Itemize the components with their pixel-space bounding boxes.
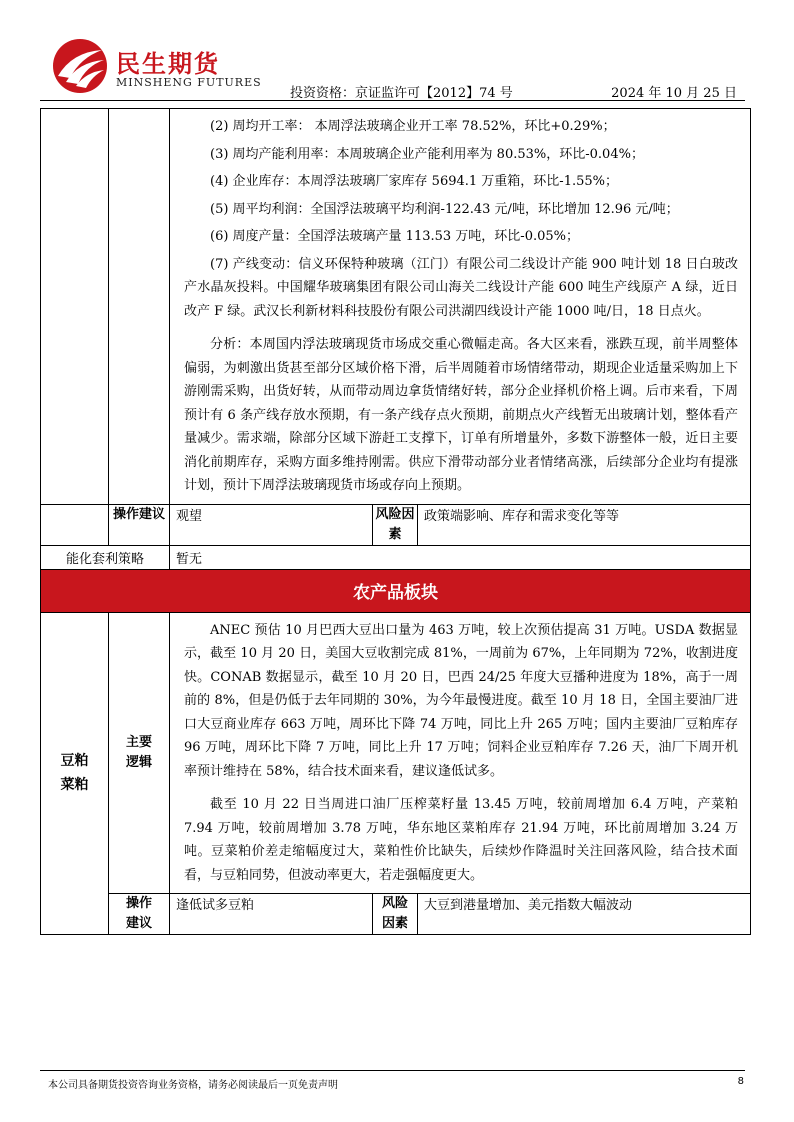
agri-section-title: 农产品板块 (41, 569, 751, 612)
soy-op-label-cell (109, 894, 170, 935)
footer-divider (40, 1070, 745, 1071)
soy-content-cell (170, 612, 751, 894)
report-date: 2024 年 10 月 25 日 (611, 86, 737, 101)
glass-analysis: 分析：本周国内浮法玻璃现货市场成交重心微幅走高。各大区来看，涨跌互现，前半周整体偏弱，为刺激出货甚至部分区域价格下滑，后半周随着市场情绪带动，期现企业适量采购加上下游刚需采购，出货好转，从而带动周边拿货情绪好转，部分企业择机价格上调。后市来看，下周预计有 6 条产线存放水预期，有一条产线存点火预期，前期点火产线暂无出玻璃计划，整体看产量减少。需求端，除部分区域下游赶工支撑下，订单有所增量外，多数下游整体一般，近日主要消化前期库存，采购方面多维持刚需。供应下滑带动部分业者情绪高涨，后续部分企业均有提涨计划，预计下周浮法玻璃现货市场或存向上预期。 (184, 337, 738, 493)
glass-op-value: 观望 (170, 504, 373, 545)
report-table (40, 108, 751, 935)
soy-risk-value: 大豆到港量增加、美元指数大幅波动 (418, 894, 751, 935)
agri-section-row (41, 569, 751, 612)
page-number: 8 (737, 1076, 744, 1087)
soy-op-label: 操作建议 (125, 896, 152, 931)
glass-advice-row (41, 504, 751, 545)
page-header (40, 38, 745, 100)
glass-paragraph: (4) 企业库存：本周浮法玻璃厂家库存 5694.1 万重箱，环比-1.55%； (210, 174, 618, 189)
soy-risk-label-cell (373, 894, 418, 935)
glass-logic-cell (109, 109, 170, 505)
glass-paragraph: (6) 周度产量：全国浮法玻璃产量 113.53 万吨，环比-0.05%； (210, 229, 579, 244)
soy-advice-row (41, 894, 751, 935)
qualification-text: 投资资格：京证监许可【2012】74 号 (290, 86, 513, 101)
soy-logic-label-cell (109, 612, 170, 894)
arbitrage-label: 能化套利策略 (41, 545, 170, 569)
glass-product-cell (41, 109, 109, 505)
footer-disclaimer: 本公司具备期货投资咨询业务资格，请务必阅读最后一页免责声明 (48, 1080, 338, 1091)
glass-risk-value: 政策端影响、库存和需求变化等等 (418, 504, 751, 545)
glass-paragraph: (3) 周均产能利用率：本周玻璃企业产能利用率为 80.53%，环比-0.04%； (210, 146, 644, 162)
soy-logic-label: 主要逻辑 (125, 734, 152, 770)
soy-op-value: 逢低试多豆粕 (170, 894, 373, 935)
brand-name-en: MINSHENG FUTURES (116, 76, 262, 89)
glass-risk-label: 风险因素 (373, 504, 418, 545)
header-divider (40, 100, 745, 101)
glass-op-label: 操作建议 (109, 504, 170, 545)
minsheng-logo-icon (50, 38, 110, 94)
soy-content-row (41, 612, 751, 894)
rapeseed-paragraph: 截至 10 月 22 日当周进口油厂压榨菜籽量 13.45 万吨，较前周增加 6.4 万吨，产菜粕 7.94 万吨，较前周增加 3.78 万吨，华东地区菜粕库存 21.94 万吨，环比前周增加 3.24 万吨。豆菜粕价差走缩幅度过大，菜粕性价比缺失，后续炒作降温时关注回落风险，结合技术面看，与豆粕同势，但波动率更大，若走强幅度更大。 (184, 797, 738, 883)
glass-paragraph: (7) 产线变动：信义环保特种玻璃（江门）有限公司二线设计产能 900 吨计划 18 日白玻改产水晶灰投料。中国耀华玻璃集团有限公司山海关二线设计产能 600 吨生产线原产 A 绿，近日改产 F 绿。武汉长利新材料科技股份有限公司洪湖四线设计产能 1000 吨/日，18 日点火。 (184, 256, 738, 319)
soy-risk-label: 风险因素 (381, 896, 408, 931)
brand-name-cn: 民生期货 (116, 50, 220, 78)
glass-paragraph: (5) 周平均利润：全国浮法玻璃平均利润-122.43 元/吨，环比增加 12.96 元/吨； (210, 201, 679, 217)
glass-content-cell (170, 109, 751, 505)
glass-product-cell-cont (41, 504, 109, 545)
soy-product-name: 豆粕菜粕 (60, 753, 89, 794)
arbitrage-row (41, 545, 751, 569)
soy-product-cell (41, 612, 109, 935)
soy-paragraph: ANEC 预估 10 月巴西大豆出口量为 463 万吨，较上次预估提高 31 万吨。USDA 数据显示，截至 10 月 20 日，美国大豆收割完成 81%，一周前为 67%，上年同期为 72%，收割进度快。CONAB 数据显示，截至 10 月 20 日，巴西 24/25 年度大豆播种进度为 18%，高于一周前的 8%，但是仍低于去年同期的 30%，为今年最慢进度。截至 10 月 18 日，全国主要油厂进口大豆商业库存 663 万吨，周环比下降 74 万吨，同比上升 265 万吨；国内主要油厂豆粕库存 96 万吨，周环比下降 7 万吨，同比上升 17 万吨；饲料企业豆粕库存 7.26 天，油厂下周开机率预计维持在 58%，结合技术面来看，建议逢低试多。 (184, 622, 738, 779)
glass-content-row (41, 109, 751, 505)
arbitrage-value: 暂无 (170, 545, 751, 569)
glass-paragraph: (2) 周均开工率： 本周浮法玻璃企业开工率 78.52%，环比+0.29%； (210, 119, 616, 134)
